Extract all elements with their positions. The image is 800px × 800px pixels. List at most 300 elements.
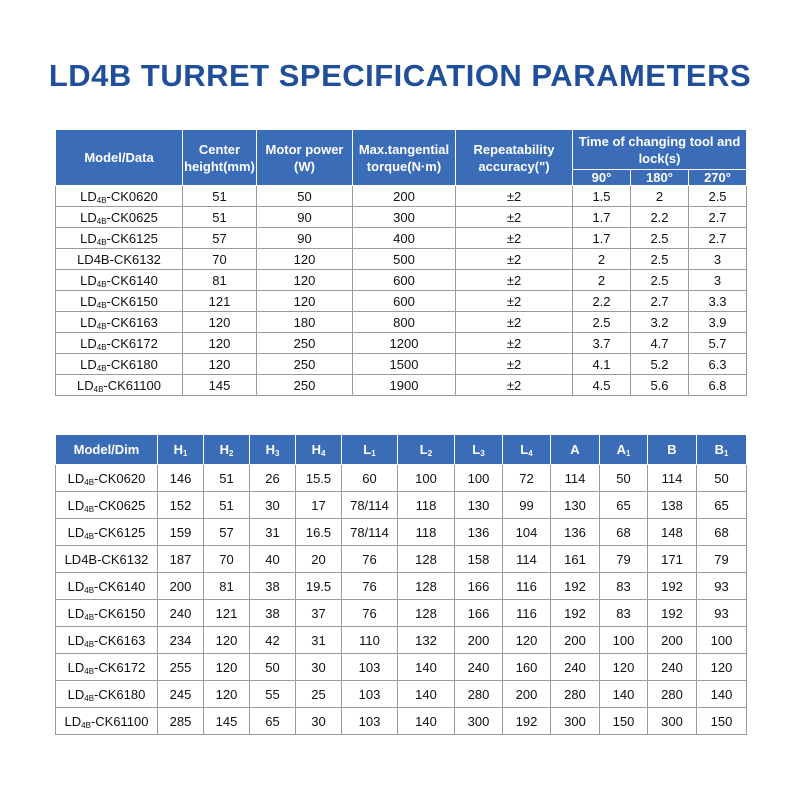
dim-value-cell: 140	[697, 681, 747, 708]
dim-header	[56, 435, 158, 465]
dim-value-cell: 118	[398, 492, 455, 519]
dim-value-cell: 234	[158, 627, 204, 654]
dim-value-cell: 280	[648, 681, 697, 708]
dim-value-cell: 160	[503, 654, 551, 681]
cell-t180: 5.2	[631, 354, 689, 375]
dim-value-cell: 68	[600, 519, 648, 546]
dim-value-cell: 140	[398, 681, 455, 708]
model-cell	[56, 249, 183, 270]
dim-header-sub: 3	[274, 449, 280, 458]
dim-value-cell: 280	[455, 681, 503, 708]
model-prefix: LD	[80, 293, 97, 309]
dim-value-cell: 78/114	[342, 492, 398, 519]
dim-value-cell: 121	[204, 600, 250, 627]
dim-value-cell: 146	[158, 465, 204, 492]
spec-table	[55, 129, 747, 396]
dim-header	[250, 435, 296, 465]
cell-t270: 6.3	[689, 354, 747, 375]
table-row	[56, 186, 747, 207]
dim-header-base: L	[419, 442, 428, 457]
model-subscript: 4B	[84, 531, 95, 541]
model-subscript: 4B	[81, 720, 91, 730]
cell-t90: 2.2	[573, 291, 631, 312]
dim-value-cell: 300	[551, 708, 600, 735]
dim-value-cell: 99	[503, 492, 551, 519]
dim-value-cell: 192	[648, 600, 697, 627]
dim-value-cell: 200	[158, 573, 204, 600]
model-cell	[56, 519, 158, 546]
header-90: 90°	[573, 170, 631, 186]
dim-value-cell: 100	[600, 627, 648, 654]
dim-header-base: H	[219, 442, 229, 457]
model-suffix: -CK6180	[94, 686, 146, 702]
dim-value-cell: 103	[342, 708, 398, 735]
cell-t90: 2.5	[573, 312, 631, 333]
model-subscript: 4B	[84, 639, 95, 649]
cell-power: 90	[257, 228, 353, 249]
model-cell	[56, 312, 183, 333]
model-subscript: 4B	[84, 477, 95, 487]
model-prefix: LD	[67, 470, 85, 486]
dim-value-cell: 16.5	[296, 519, 342, 546]
model-prefix: LD	[67, 605, 85, 621]
model-suffix: -CK6163	[94, 632, 146, 648]
dim-value-cell: 255	[158, 654, 204, 681]
dim-value-cell: 50	[600, 465, 648, 492]
model-cell	[56, 573, 158, 600]
dim-value-cell: 150	[600, 708, 648, 735]
model-prefix: LD	[80, 188, 97, 204]
dim-value-cell: 114	[648, 465, 697, 492]
header-time-group: Time of changing tool and lock(s)	[573, 130, 747, 170]
cell-power: 120	[257, 291, 353, 312]
cell-torque: 1500	[353, 354, 456, 375]
model-subscript: 4B	[96, 342, 107, 352]
dim-value-cell: 25	[296, 681, 342, 708]
cell-power: 50	[257, 186, 353, 207]
model-subscript: 4B	[96, 300, 107, 310]
table-row	[56, 573, 747, 600]
dim-value-cell: 83	[600, 600, 648, 627]
cell-center: 120	[183, 312, 257, 333]
model-prefix: LD	[64, 713, 82, 729]
dim-value-cell: 100	[455, 465, 503, 492]
model-cell	[56, 186, 183, 207]
dim-value-cell: 159	[158, 519, 204, 546]
dim-value-cell: 55	[250, 681, 296, 708]
dim-value-cell: 285	[158, 708, 204, 735]
cell-acc: ±2	[456, 249, 573, 270]
cell-acc: ±2	[456, 291, 573, 312]
dim-value-cell: 57	[204, 519, 250, 546]
dim-value-cell: 158	[455, 546, 503, 573]
dim-header-sub: 1	[625, 449, 631, 458]
dim-value-cell: 140	[398, 708, 455, 735]
dim-value-cell: 65	[697, 492, 747, 519]
cell-t180: 2.7	[631, 291, 689, 312]
dim-value-cell: 280	[551, 681, 600, 708]
model-prefix: LD	[80, 314, 97, 330]
dim-value-cell: 200	[551, 627, 600, 654]
model-suffix: -CK6125	[94, 524, 146, 540]
dim-value-cell: 192	[551, 573, 600, 600]
dim-header-sub: 1	[723, 449, 729, 458]
cell-torque: 400	[353, 228, 456, 249]
dim-header	[398, 435, 455, 465]
dim-value-cell: 300	[648, 708, 697, 735]
dim-header	[648, 435, 697, 465]
dim-value-cell: 140	[398, 654, 455, 681]
dim-value-cell: 114	[551, 465, 600, 492]
dim-value-cell: 161	[551, 546, 600, 573]
cell-torque: 500	[353, 249, 456, 270]
page-title: LD4B TURRET SPECIFICATION PARAMETERS	[48, 58, 752, 93]
cell-center: 70	[183, 249, 257, 270]
dim-value-cell: 30	[296, 654, 342, 681]
table-row	[56, 249, 747, 270]
dim-value-cell: 65	[250, 708, 296, 735]
dim-value-cell: 50	[697, 465, 747, 492]
model-cell	[56, 333, 183, 354]
dim-value-cell: 240	[158, 600, 204, 627]
cell-acc: ±2	[456, 207, 573, 228]
model-prefix: LD	[67, 578, 85, 594]
table-row	[56, 312, 747, 333]
model-cell	[56, 207, 183, 228]
model-suffix: -CK6150	[106, 293, 158, 309]
dim-value-cell: 93	[697, 600, 747, 627]
cell-acc: ±2	[456, 270, 573, 291]
dim-value-cell: 140	[600, 681, 648, 708]
dim-value-cell: 200	[455, 627, 503, 654]
cell-center: 121	[183, 291, 257, 312]
model-cell	[56, 270, 183, 291]
model-subscript: 4B	[84, 693, 95, 703]
table-row	[56, 465, 747, 492]
cell-t270: 5.7	[689, 333, 747, 354]
cell-center: 120	[183, 333, 257, 354]
dim-value-cell: 78/114	[342, 519, 398, 546]
dim-value-cell: 240	[648, 654, 697, 681]
dim-value-cell: 130	[455, 492, 503, 519]
model-cell	[56, 228, 183, 249]
model-subscript: 4B	[96, 237, 107, 247]
dim-header-sub: 1	[371, 449, 376, 458]
dim-value-cell: 81	[204, 573, 250, 600]
cell-power: 250	[257, 354, 353, 375]
model-subscript: 4B	[84, 585, 95, 595]
dim-value-cell: 103	[342, 681, 398, 708]
cell-center: 145	[183, 375, 257, 396]
cell-t270: 6.8	[689, 375, 747, 396]
cell-acc: ±2	[456, 354, 573, 375]
model-subscript: 4B	[96, 216, 107, 226]
dim-value-cell: 148	[648, 519, 697, 546]
dim-header	[551, 435, 600, 465]
cell-center: 51	[183, 186, 257, 207]
cell-center: 51	[183, 207, 257, 228]
dim-header-base: A	[570, 442, 580, 457]
model-suffix: -CK6125	[106, 230, 158, 246]
cell-t90: 2	[573, 249, 631, 270]
dim-value-cell: 187	[158, 546, 204, 573]
model-prefix: LD	[67, 659, 85, 675]
dim-value-cell: 120	[204, 654, 250, 681]
model-suffix: -CK6140	[106, 272, 158, 288]
model-prefix: LD	[67, 632, 85, 648]
table-row	[56, 708, 747, 735]
cell-acc: ±2	[456, 333, 573, 354]
cell-t90: 2	[573, 270, 631, 291]
dim-header-sub: 1	[182, 449, 188, 458]
dim-value-cell: 30	[296, 708, 342, 735]
cell-power: 90	[257, 207, 353, 228]
cell-torque: 1200	[353, 333, 456, 354]
model-prefix: LD	[80, 356, 97, 372]
dim-value-cell: 79	[697, 546, 747, 573]
dim-value-cell: 120	[204, 681, 250, 708]
dim-header	[503, 435, 551, 465]
dim-value-cell: 83	[600, 573, 648, 600]
model-suffix: -CK0620	[106, 188, 158, 204]
table-row	[56, 546, 747, 573]
table-row	[56, 375, 747, 396]
cell-t90: 1.7	[573, 207, 631, 228]
dim-value-cell: 192	[648, 573, 697, 600]
table-row	[56, 354, 747, 375]
model-suffix: -CK0620	[94, 470, 146, 486]
cell-t180: 3.2	[631, 312, 689, 333]
header-motor-power: Motor power (W)	[257, 130, 353, 186]
dim-value-cell: 79	[600, 546, 648, 573]
cell-acc: ±2	[456, 312, 573, 333]
model-subscript: 4B	[96, 321, 107, 331]
dim-header-base: L	[363, 442, 372, 457]
dim-header	[342, 435, 398, 465]
dim-value-cell: 166	[455, 600, 503, 627]
dim-header-base: H	[265, 442, 275, 457]
dim-header-sub: 4	[320, 449, 326, 458]
cell-t180: 5.6	[631, 375, 689, 396]
dim-value-cell: 103	[342, 654, 398, 681]
model-prefix: LD	[80, 209, 97, 225]
dim-header	[158, 435, 204, 465]
dim-value-cell: 50	[250, 654, 296, 681]
table-row	[56, 654, 747, 681]
dim-value-cell: 37	[296, 600, 342, 627]
model-prefix: LD	[77, 377, 94, 393]
model-cell	[56, 600, 158, 627]
dim-header-base: B	[667, 442, 677, 457]
dim-value-cell: 120	[503, 627, 551, 654]
dim-value-cell: 76	[342, 546, 398, 573]
model-subscript: 4B	[84, 504, 95, 514]
dim-value-cell: 128	[398, 573, 455, 600]
dim-value-cell: 166	[455, 573, 503, 600]
dim-value-cell: 40	[250, 546, 296, 573]
model-subscript: 4B	[96, 279, 107, 289]
cell-t270: 2.5	[689, 186, 747, 207]
model-suffix: -CK6180	[106, 356, 158, 372]
dim-value-cell: 65	[600, 492, 648, 519]
cell-acc: ±2	[456, 228, 573, 249]
cell-acc: ±2	[456, 375, 573, 396]
model-cell	[56, 708, 158, 735]
dim-value-cell: 200	[648, 627, 697, 654]
dim-value-cell: 72	[503, 465, 551, 492]
model-suffix: -CK0625	[94, 497, 146, 513]
dim-header-sub: 2	[228, 449, 234, 458]
cell-torque: 1900	[353, 375, 456, 396]
dim-value-cell: 116	[503, 600, 551, 627]
cell-torque: 600	[353, 270, 456, 291]
model-prefix: LD	[80, 335, 97, 351]
dim-value-cell: 60	[342, 465, 398, 492]
dim-value-cell: 192	[551, 600, 600, 627]
dim-value-cell: 240	[455, 654, 503, 681]
model-suffix: -CK6140	[94, 578, 146, 594]
dim-value-cell: 130	[551, 492, 600, 519]
table-row	[56, 228, 747, 249]
cell-torque: 200	[353, 186, 456, 207]
dim-value-cell: 110	[342, 627, 398, 654]
dim-header-sub: 3	[480, 449, 485, 458]
header-270: 270°	[689, 170, 747, 186]
model-suffix: -CK6163	[106, 314, 158, 330]
model-prefix: LD	[80, 230, 97, 246]
model-prefix: LD	[67, 524, 85, 540]
header-model: Model/Data	[56, 130, 183, 186]
dim-header-base: B	[714, 442, 724, 457]
dim-value-cell: 145	[204, 708, 250, 735]
dim-value-cell: 15.5	[296, 465, 342, 492]
model-subscript: 4B	[96, 195, 107, 205]
dim-header	[204, 435, 250, 465]
model-cell	[56, 681, 158, 708]
model-subscript: 4B	[84, 666, 95, 676]
dim-value-cell: 26	[250, 465, 296, 492]
dim-value-cell: 118	[398, 519, 455, 546]
dim-value-cell: 20	[296, 546, 342, 573]
model-prefix: LD4B-CK6132	[64, 551, 149, 567]
dim-value-cell: 100	[697, 627, 747, 654]
cell-t180: 2.5	[631, 249, 689, 270]
dim-value-cell: 120	[600, 654, 648, 681]
dim-value-cell: 245	[158, 681, 204, 708]
header-180: 180°	[631, 170, 689, 186]
dim-value-cell: 42	[250, 627, 296, 654]
dim-header	[296, 435, 342, 465]
cell-t180: 2.5	[631, 270, 689, 291]
cell-torque: 600	[353, 291, 456, 312]
dim-value-cell: 17	[296, 492, 342, 519]
table-row	[56, 600, 747, 627]
dim-value-cell: 51	[204, 465, 250, 492]
model-prefix: LD	[80, 272, 97, 288]
dim-header-sub: 4	[528, 449, 533, 458]
cell-center: 81	[183, 270, 257, 291]
model-prefix: LD	[67, 497, 85, 513]
model-prefix: LD	[67, 686, 85, 702]
dim-value-cell: 171	[648, 546, 697, 573]
dim-header	[697, 435, 747, 465]
dim-value-cell: 30	[250, 492, 296, 519]
cell-t180: 2.2	[631, 207, 689, 228]
model-cell	[56, 354, 183, 375]
dim-value-cell: 68	[697, 519, 747, 546]
model-subscript: 4B	[84, 612, 95, 622]
model-prefix: LD4B-CK6132	[77, 251, 161, 267]
model-suffix: -CK61100	[90, 713, 149, 729]
header-torque: Max.tangential torque(N·m)	[353, 130, 456, 186]
model-suffix: -CK61100	[103, 377, 161, 393]
table-row	[56, 291, 747, 312]
cell-t90: 4.1	[573, 354, 631, 375]
dim-header-base: L	[520, 442, 529, 457]
model-cell	[56, 654, 158, 681]
header-center-height: Center height(mm)	[183, 130, 257, 186]
cell-t180: 2.5	[631, 228, 689, 249]
dim-value-cell: 128	[398, 546, 455, 573]
dim-value-cell: 136	[551, 519, 600, 546]
cell-power: 250	[257, 375, 353, 396]
cell-torque: 300	[353, 207, 456, 228]
dim-value-cell: 76	[342, 573, 398, 600]
dim-value-cell: 70	[204, 546, 250, 573]
dim-header-base: Model/Dim	[73, 442, 140, 457]
dim-header	[455, 435, 503, 465]
dim-value-cell: 104	[503, 519, 551, 546]
dim-value-cell: 192	[503, 708, 551, 735]
dim-value-cell: 120	[697, 654, 747, 681]
table-row	[56, 681, 747, 708]
model-cell	[56, 627, 158, 654]
cell-t270: 3	[689, 249, 747, 270]
dim-value-cell: 100	[398, 465, 455, 492]
cell-t270: 2.7	[689, 207, 747, 228]
dim-value-cell: 150	[697, 708, 747, 735]
dim-value-cell: 38	[250, 600, 296, 627]
dim-header-sub: 2	[427, 449, 433, 458]
dim-value-cell: 19.5	[296, 573, 342, 600]
cell-center: 57	[183, 228, 257, 249]
dim-header	[600, 435, 648, 465]
model-suffix: -CK6172	[106, 335, 158, 351]
cell-power: 180	[257, 312, 353, 333]
cell-t180: 4.7	[631, 333, 689, 354]
cell-t90: 1.7	[573, 228, 631, 249]
cell-power: 120	[257, 270, 353, 291]
dim-value-cell: 38	[250, 573, 296, 600]
cell-t270: 3	[689, 270, 747, 291]
dim-value-cell: 300	[455, 708, 503, 735]
table-row	[56, 207, 747, 228]
dim-value-cell: 240	[551, 654, 600, 681]
table-row	[56, 627, 747, 654]
model-subscript: 4B	[93, 384, 104, 394]
model-suffix: -CK6172	[94, 659, 146, 675]
model-cell	[56, 546, 158, 573]
table-row	[56, 270, 747, 291]
dim-value-cell: 132	[398, 627, 455, 654]
dim-value-cell: 51	[204, 492, 250, 519]
model-cell	[56, 375, 183, 396]
dim-value-cell: 152	[158, 492, 204, 519]
table-row	[56, 519, 747, 546]
dim-value-cell: 128	[398, 600, 455, 627]
table-row	[56, 492, 747, 519]
dim-value-cell: 116	[503, 573, 551, 600]
